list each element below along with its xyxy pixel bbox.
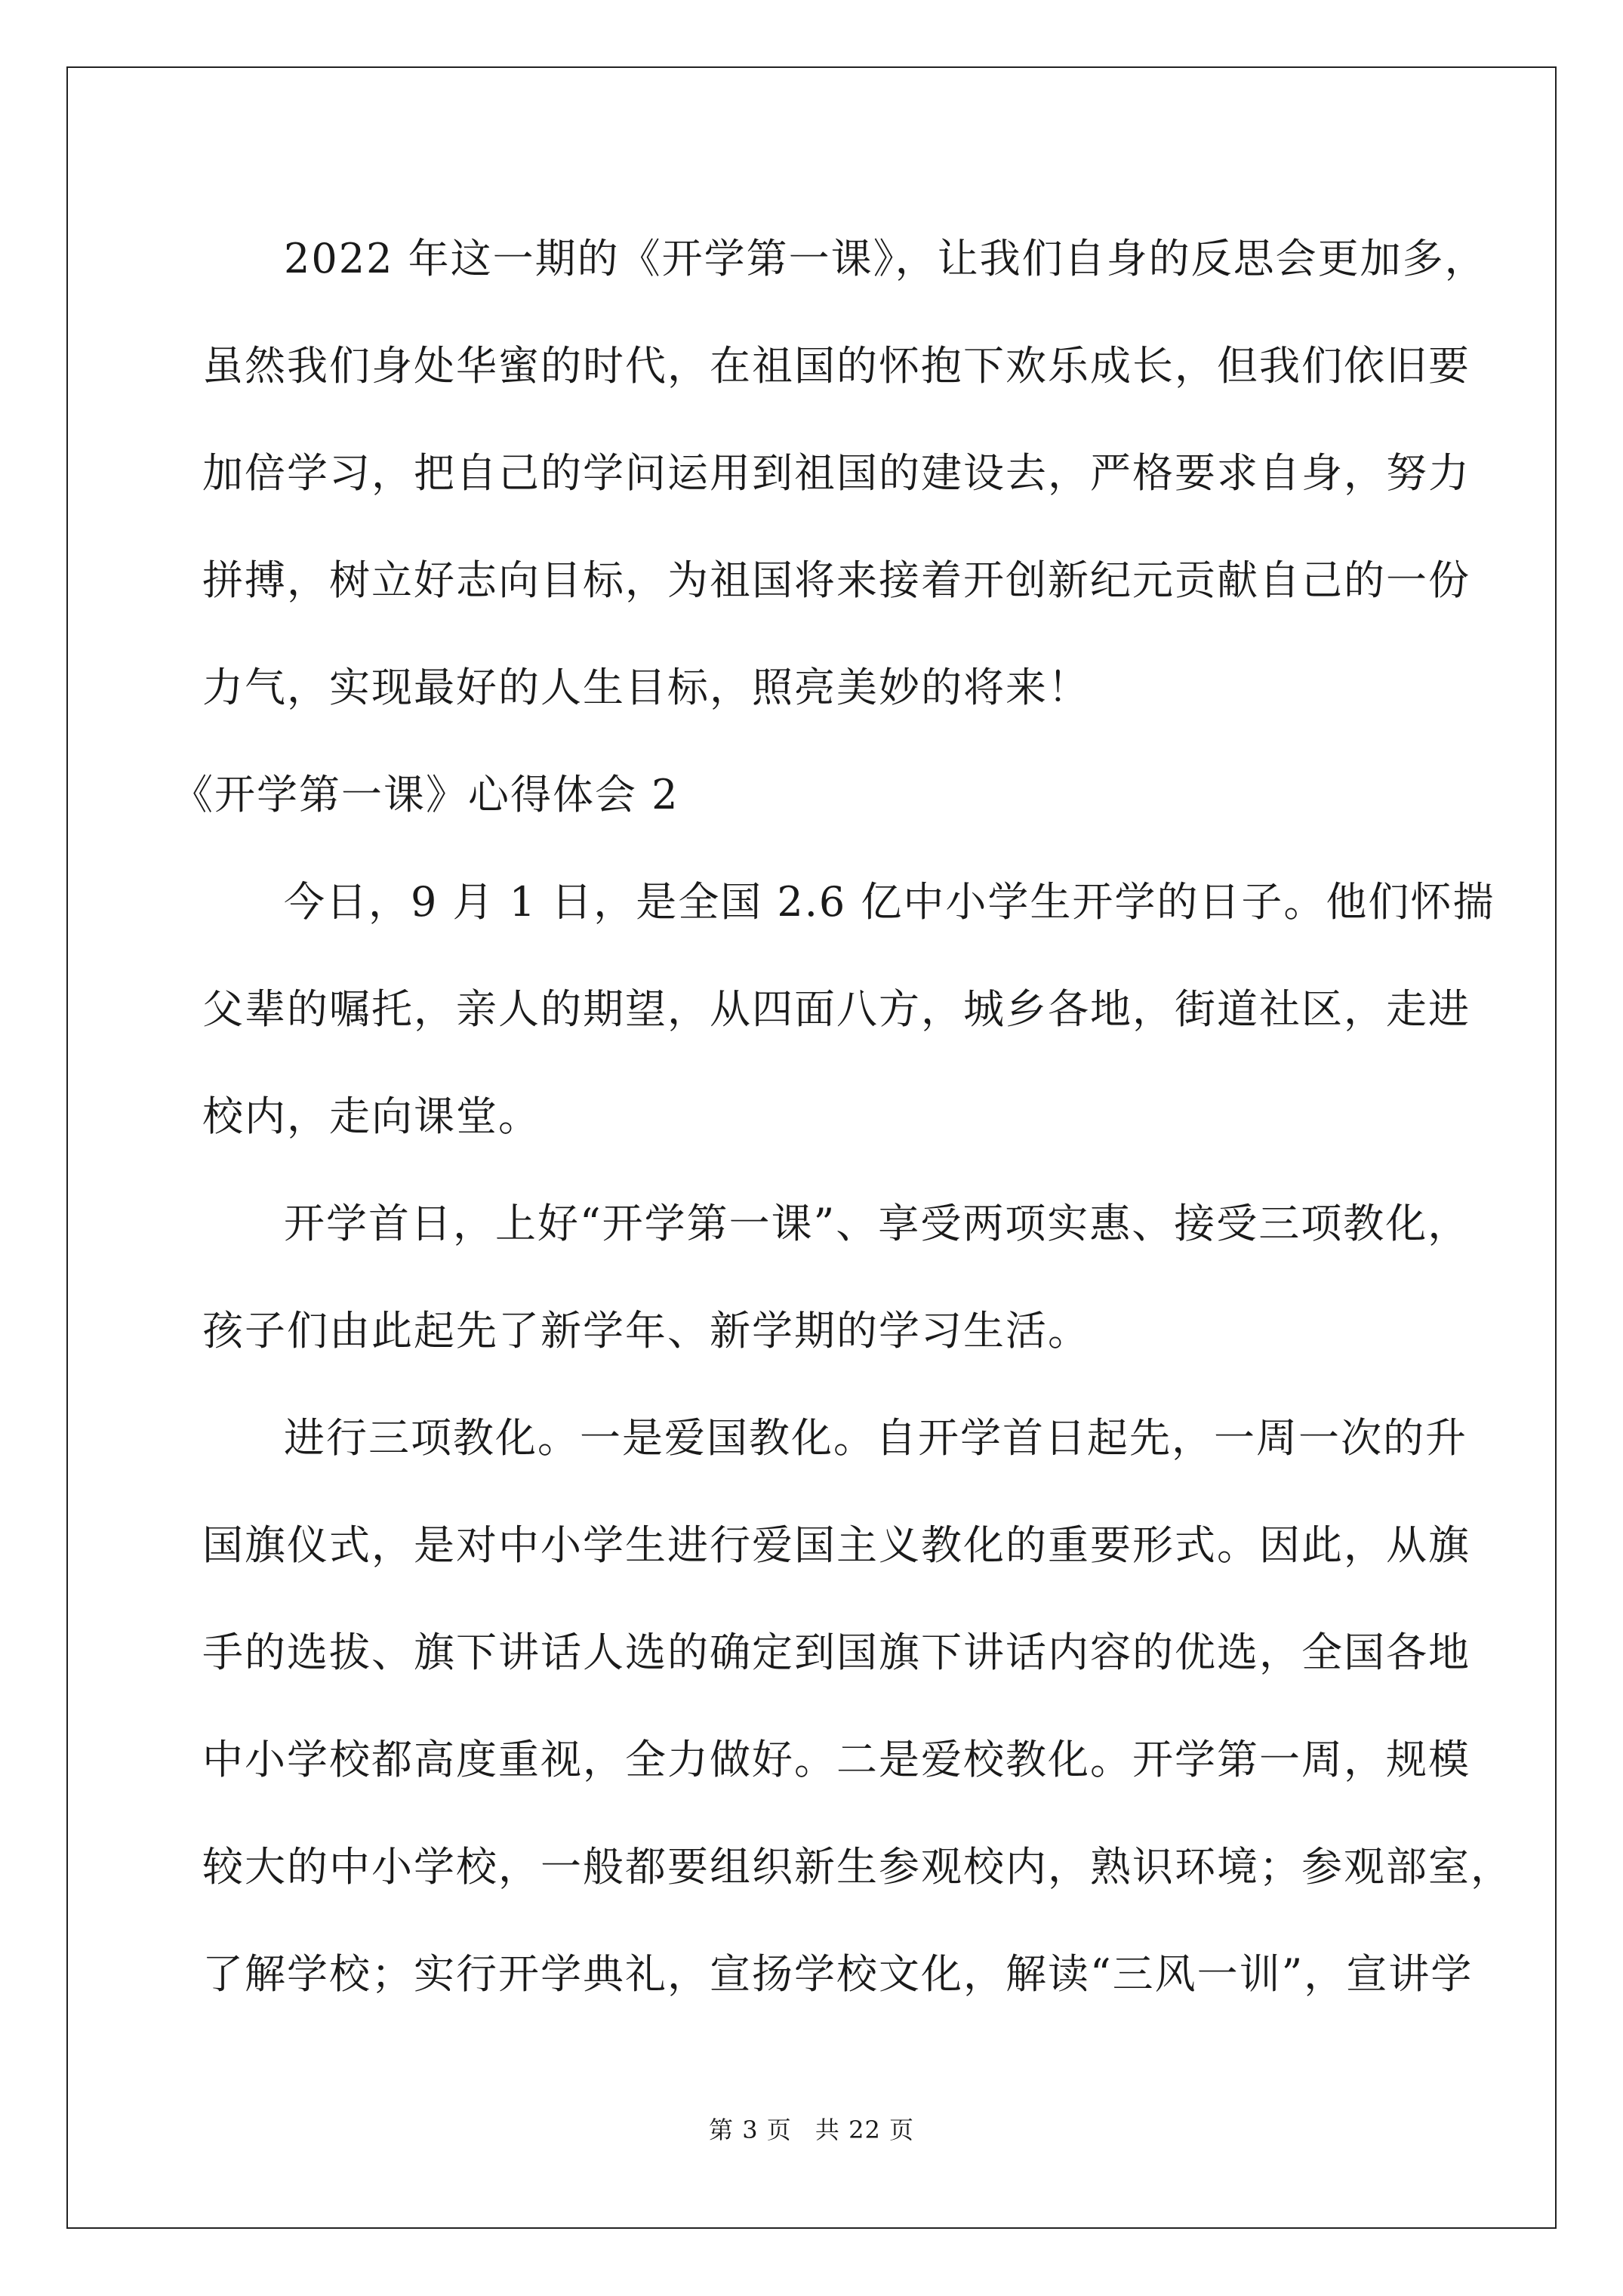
page-total: 共 22 页 — [815, 2116, 914, 2144]
paragraph-line: 手的选拔、旗下讲话人选的确定到国旗下讲话内容的优选，全国各地 — [202, 1629, 1471, 1676]
paragraph-line: 孩子们由此起先了新学年、新学期的学习生活。 — [202, 1307, 1090, 1354]
paragraph-line: 虽然我们身处华蜜的时代，在祖国的怀抱下欢乐成长，但我们依旧要 — [202, 342, 1471, 390]
paragraph-line: 今日，9 月 1 日，是全国 2.6 亿中小学生开学的日子。他们怀揣 — [284, 878, 1495, 926]
paragraph-line: 国旗仪式，是对中小学生进行爱国主义教化的重要形式。因此，从旗 — [202, 1521, 1471, 1569]
paragraph-line: 校内，走向课堂。 — [202, 1093, 540, 1140]
paragraph-line: 父辈的嘱托，亲人的期望，从四面八方，城乡各地，街道社区，走进 — [202, 985, 1471, 1033]
paragraph-line: 进行三项教化。一是爱国教化。自开学首日起先，一周一次的升 — [284, 1414, 1467, 1462]
section-heading: 《开学第一课》心得体会 2 — [172, 771, 679, 818]
document-body — [172, 205, 1513, 2028]
paragraph-line: 2022 年这一期的《开学第一课》，让我们自身的反思会更加多， — [284, 235, 1487, 282]
paragraph-line: 拼搏，树立好志向目标，为祖国将来接着开创新纪元贡献自己的一份 — [202, 556, 1471, 604]
page-number: 第 3 页 — [709, 2116, 792, 2144]
paragraph-line: 较大的中小学校，一般都要组织新生参观校内，熟识环境；参观部室， — [202, 1843, 1513, 1891]
paragraph-line: 开学首日，上好“开学第一课”、享受两项实惠、接受三项教化， — [284, 1200, 1471, 1247]
page-footer — [0, 2111, 1623, 2146]
paragraph-line: 中小学校都高度重视，全力做好。二是爱校教化。开学第一周，规模 — [202, 1736, 1471, 1783]
paragraph-line: 力气，实现最好的人生目标，照亮美妙的将来！ — [202, 664, 1090, 711]
paragraph-line: 了解学校；实行开学典礼，宣扬学校文化，解读“三风一训”，宣讲学 — [202, 1950, 1474, 1998]
paragraph-line: 加倍学习，把自己的学问运用到祖国的建设去，严格要求自身，努力 — [202, 449, 1471, 497]
